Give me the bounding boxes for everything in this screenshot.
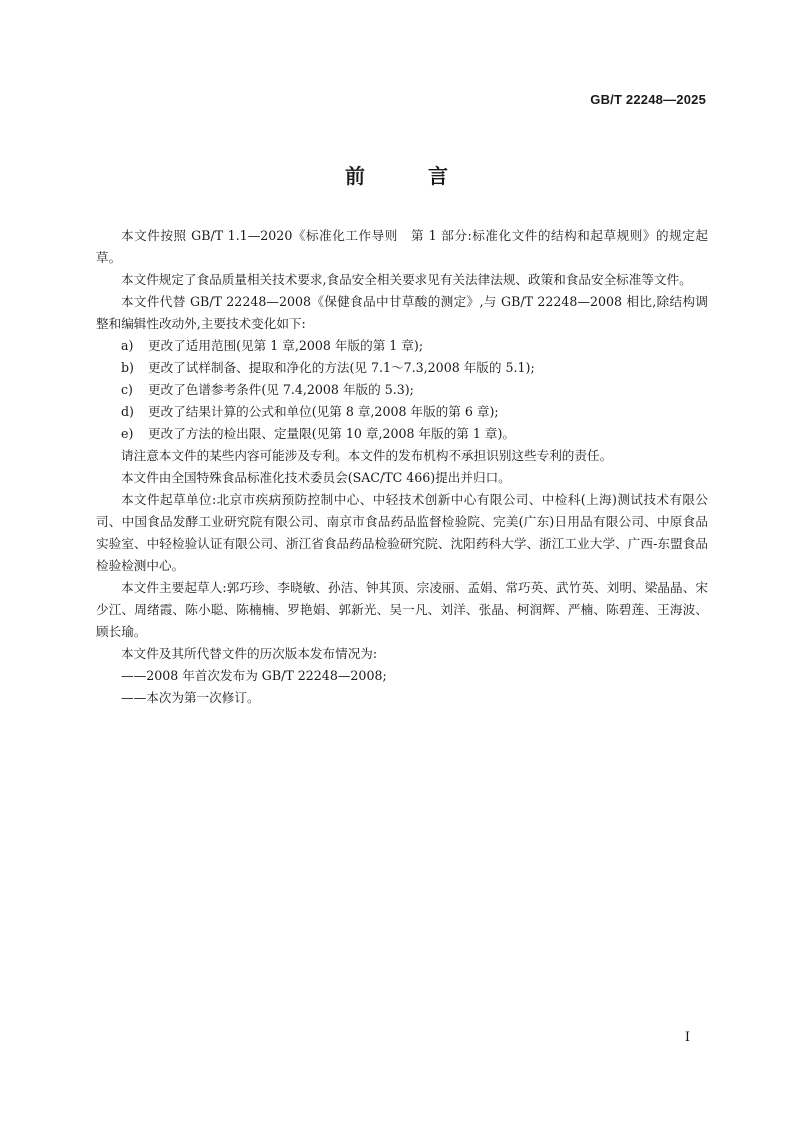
change-item <box>96 335 708 357</box>
change-text: 更改了适用范围(见第 1 章,2008 年版的第 1 章); <box>148 338 424 353</box>
page-number: I <box>684 1030 690 1045</box>
paragraph-drafting-rules: 本文件按照 GB/T 1.1—2020《标准化工作导则 第 1 部分:标准化文件的结构和起草规则》的规定起草。 <box>96 228 708 265</box>
paragraph-patent-notice: 请注意本文件的某些内容可能涉及专利。本文件的发布机构不承担识别这些专利的责任。 <box>121 448 613 463</box>
change-marker: d) <box>121 404 134 419</box>
change-item <box>96 379 708 401</box>
change-text: 更改了试样制备、提取和净化的方法(见 7.1～7.3,2008 年版的 5.1); <box>148 360 535 375</box>
paragraph-drafting-units: 本文件起草单位:北京市疾病预防控制中心、中轻技术创新中心有限公司、中检科(上海)测试技术有限公司、中国食品发酵工业研究院有限公司、南京市食品药品监督检验院、完美(广东)日用品有限公司、中原食品实验室、中轻检验认证有限公司、浙江省食品药品检验研究院、沈阳药科大学、浙江工业大学、广西-东盟食品检验检测中心。 <box>96 492 708 573</box>
paragraph-committee: 本文件由全国特殊食品标准化技术委员会(SAC/TC 466)提出并归口。 <box>121 470 511 485</box>
change-item <box>96 401 708 423</box>
paragraph-replacement: 本文件代替 GB/T 22248—2008《保健食品中甘草酸的测定》,与 GB/T 22248—2008 相比,除结构调整和编辑性改动外,主要技术变化如下: <box>96 294 708 331</box>
change-text: 更改了方法的检出限、定量限(见第 10 章,2008 年版的第 1 章)。 <box>148 426 515 441</box>
page-title: 前 言 <box>345 164 476 188</box>
change-text: 更改了结果计算的公式和单位(见第 8 章,2008 年版的第 6 章); <box>148 404 499 419</box>
change-marker: a) <box>121 338 134 353</box>
change-marker: b) <box>121 360 134 375</box>
change-marker: e) <box>121 426 134 441</box>
history-item: ——本次为第一次修订。 <box>121 690 260 705</box>
paragraph-history-intro: 本文件及其所代替文件的历次版本发布情况为: <box>121 646 378 661</box>
change-marker: c) <box>121 382 133 397</box>
foreword-body <box>96 225 708 709</box>
paragraph-scope: 本文件规定了食品质量相关技术要求,食品安全相关要求见有关法律法规、政策和食品安全标准等文件。 <box>121 272 692 287</box>
change-item <box>96 423 708 445</box>
change-text: 更改了色谱参考条件(见 7.4,2008 年版的 5.3); <box>148 382 414 397</box>
history-item: ——2008 年首次发布为 GB/T 22248—2008; <box>121 668 387 683</box>
paragraph-drafters: 本文件主要起草人:郭巧珍、李晓敏、孙洁、钟其顶、宗凌丽、孟娟、常巧英、武竹英、刘明、梁晶晶、宋少江、周绪霞、陈小聪、陈楠楠、罗艳娟、郭新光、吴一凡、刘洋、张晶、柯润辉、严楠、陈碧莲、王海波、顾长瑜。 <box>96 580 708 639</box>
change-item <box>96 357 708 379</box>
standard-number: GB/T 22248—2025 <box>590 92 706 107</box>
